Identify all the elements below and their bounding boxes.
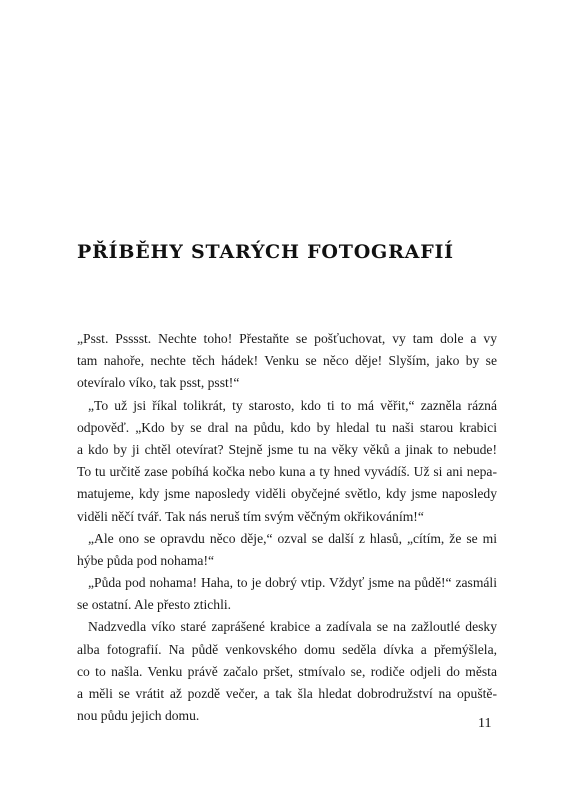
- text-line: To tu určitě zase pobíhá kočka nebo kuna a ty hned vyvádíš. Už si ani nepa-: [77, 464, 497, 480]
- text-line: odpověď. „Kdo by se dral na půdu, kdo by hledal tu naši starou krabici: [77, 419, 497, 435]
- text-line: „Ale ono se opravdu něco děje,“ ozval se další z hlasů, „cítím, že se mi: [88, 530, 497, 546]
- text-line: hýbe půda pod nohama!“: [77, 552, 215, 568]
- text-line: viděli něčí tvář. Tak nás neruš tím svým věčným okřikováním!“: [77, 508, 424, 524]
- text-line: se ostatní. Ale přesto ztichli.: [77, 597, 232, 613]
- text-line: a kdo by ji chtěl otevírat? Stejně jsme tu na věky věků a jinak to nebude!: [77, 441, 497, 457]
- text-line: „Půda pod nohama! Haha, to je dobrý vtip. Vždyť jsme na půdě!“ zasmáli: [88, 575, 497, 591]
- text-line: nou půdu jejich domu.: [77, 708, 200, 724]
- page-number: 11: [478, 716, 492, 731]
- chapter-title: PŘÍBĚHY STARÝCH FOTOGRAFIÍ: [77, 241, 454, 263]
- text-line: alba fotografií. Na půdě venkovského domu seděla dívka a přemýšlela,: [77, 641, 497, 657]
- text-line: Nadzvedla víko staré zaprášené krabice a zadívala se na zažloutlé desky: [88, 619, 497, 635]
- text-line: tam nahoře, nechte těch hádek! Venku se něco děje! Slyším, jako by se: [77, 353, 497, 369]
- text-line: co to našla. Venku právě začalo pršet, stmívalo se, rodiče odjeli do města: [77, 663, 497, 679]
- text-line: „Psst. Psssst. Nechte toho! Přestaňte se pošťuchovat, vy tam dole a vy: [77, 331, 497, 346]
- text-line: otevíralo víko, tak psst, psst!“: [77, 375, 240, 391]
- text-line: a měli se vrátit až pozdě večer, a tak šla hledat dobrodružství na opuště-: [77, 686, 497, 701]
- body-text: [77, 328, 497, 727]
- text-line: matujeme, kdy jsme naposledy viděli obyčejné světlo, kdy jsme naposledy: [77, 486, 497, 502]
- text-line: „To už jsi říkal tolikrát, ty starosto, kdo ti to má věřit,“ zazněla rázná: [88, 397, 497, 413]
